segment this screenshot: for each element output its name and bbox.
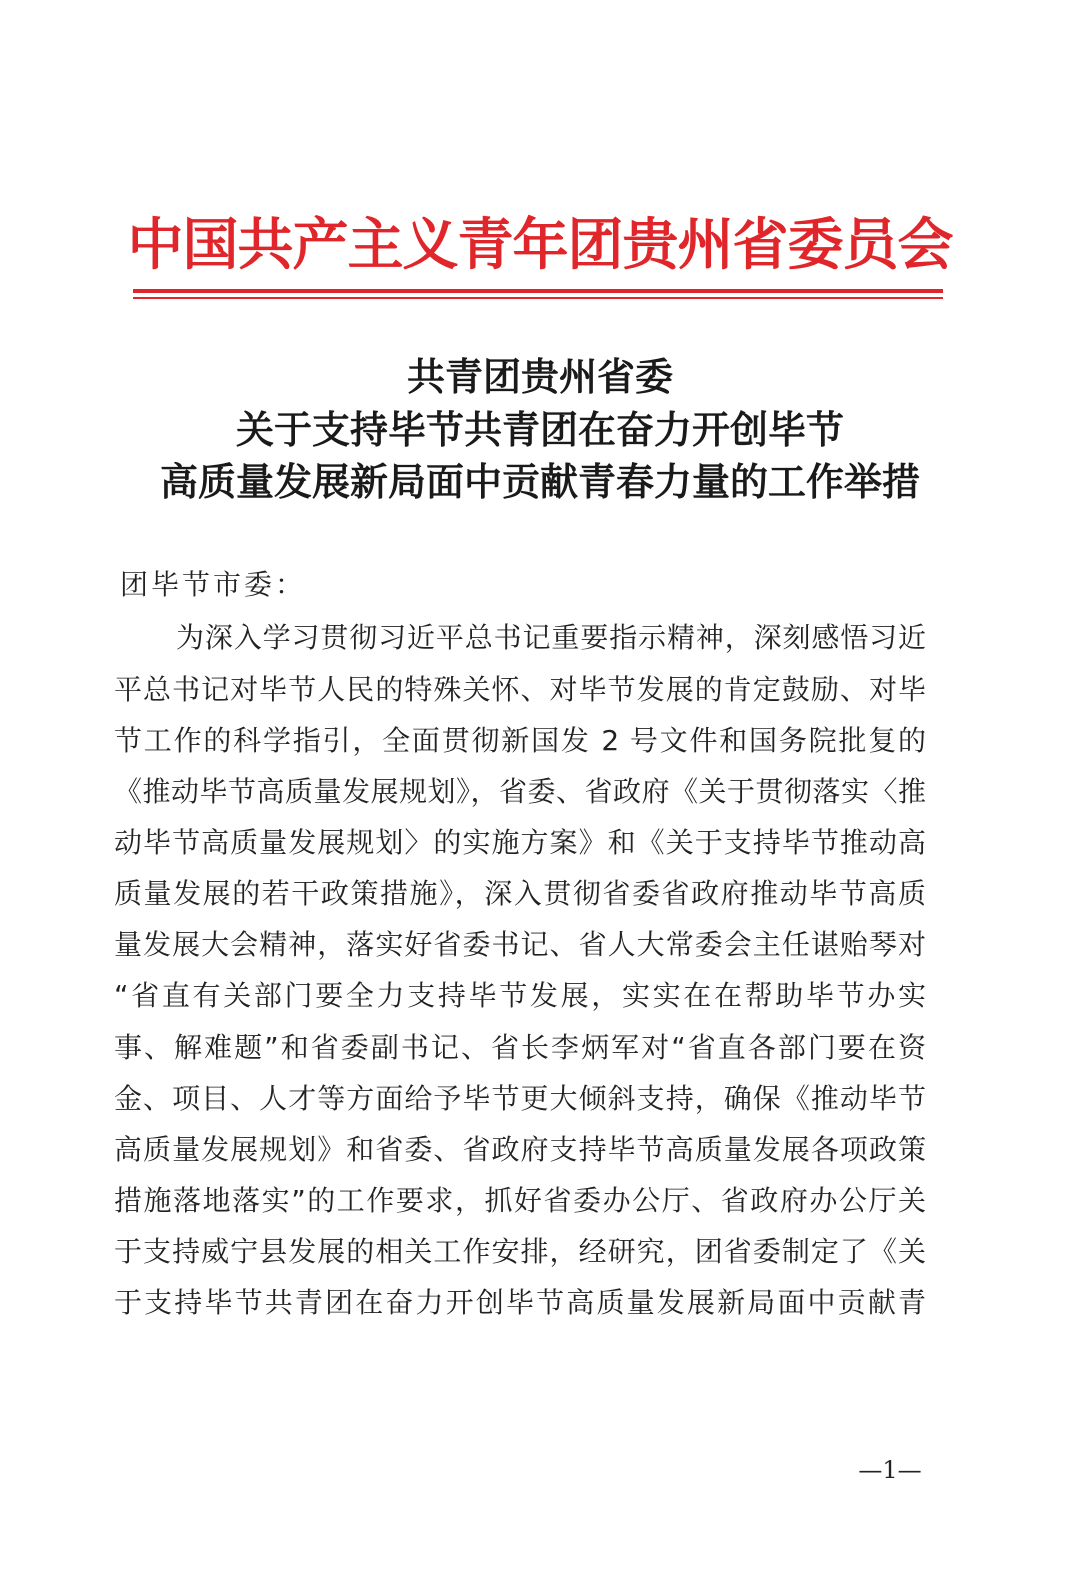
document-title-line-3: 高质量发展新局面中贡献青春力量的工作举措 [159, 459, 920, 504]
body-line: 高质量发展规划》和省委、省政府支持毕节高质量发展各项政策 [114, 1133, 926, 1166]
body-line: “省直有关部门要全力支持毕节发展，实实在在帮助毕节办实 [114, 979, 926, 1012]
body-line: 平总书记对毕节人民的特殊关怀、对毕节发展的肯定鼓励、对毕 [114, 673, 926, 706]
body-line: 《推动毕节高质量发展规划》，省委、省政府《关于贯彻落实〈推 [114, 775, 926, 808]
body-line: 于支持威宁县发展的相关工作安排，经研究，团省委制定了《关 [114, 1235, 926, 1268]
body-line: 节工作的科学指引，全面贯彻新国发 2 号文件和国务院批复的 [114, 724, 926, 757]
body-line: 动毕节高质量发展规划〉的实施方案》和《关于支持毕节推动高 [114, 826, 926, 859]
body-line: 措施落地落实”的工作要求，抓好省委办公厅、省政府办公厅关 [114, 1184, 926, 1217]
body-line: 量发展大会精神，落实好省委书记、省人大常委会主任谌贻琴对 [114, 928, 926, 961]
body-line: 于支持毕节共青团在奋力开创毕节高质量发展新局面中贡献青 [114, 1286, 926, 1319]
salutation: 团毕节市委： [120, 568, 307, 601]
page-number: —1— [858, 1456, 922, 1484]
masthead-organization: 中国共产主义青年团贵州省委员会 [127, 212, 953, 278]
masthead-rule-thick [133, 289, 943, 293]
masthead-rule-thin [133, 297, 943, 299]
body-line: 为深入学习贯彻习近平总书记重要指示精神，深刻感悟习近 [176, 621, 926, 654]
body-line: 金、项目、人才等方面给予毕节更大倾斜支持，确保《推动毕节 [114, 1082, 926, 1115]
document-title-line-2: 关于支持毕节共青团在奋力开创毕节 [235, 407, 844, 452]
document-title-line-1: 共青团贵州省委 [406, 354, 673, 399]
body-line: 质量发展的若干政策措施》，深入贯彻省委省政府推动毕节高质 [114, 877, 926, 910]
body-line: 事、解难题”和省委副书记、省长李炳军对“省直各部门要在资 [114, 1031, 926, 1064]
